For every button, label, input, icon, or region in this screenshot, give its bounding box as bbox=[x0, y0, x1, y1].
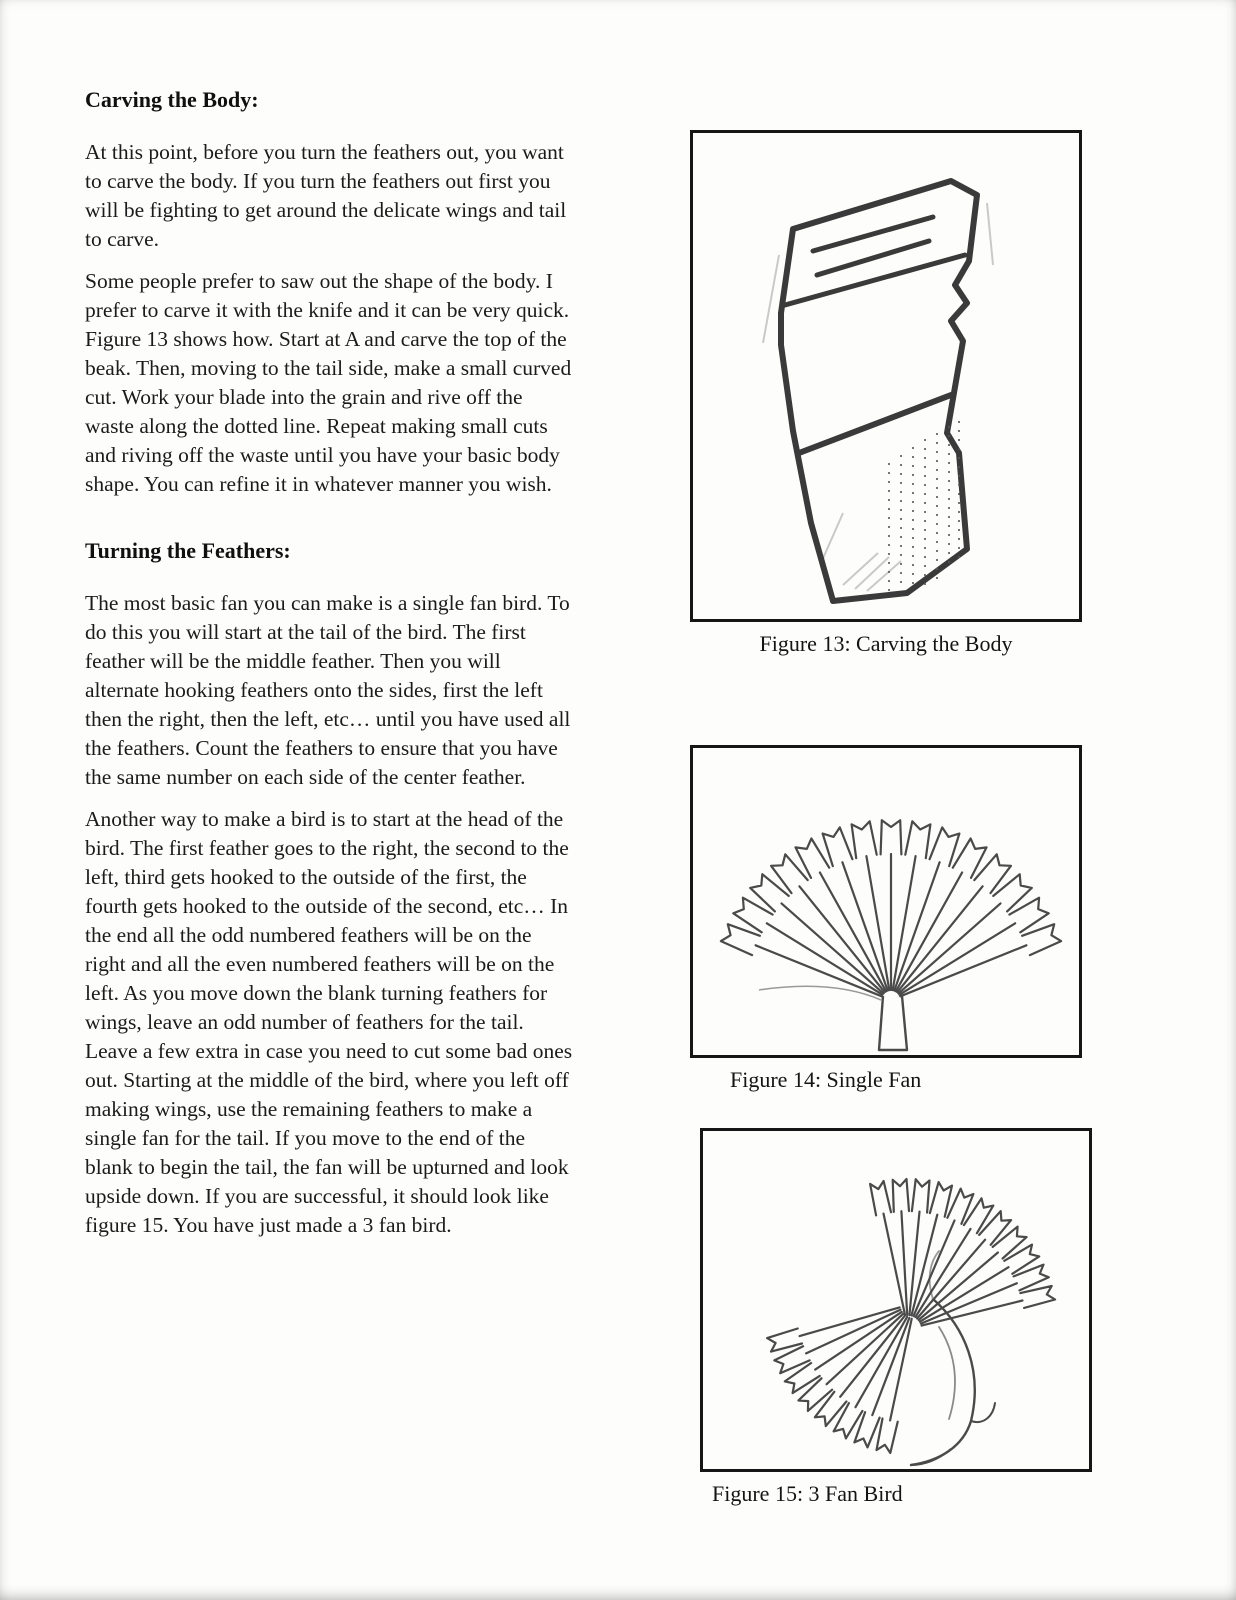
pencil-construction-lines bbox=[763, 203, 993, 591]
text-column bbox=[85, 86, 575, 1253]
paragraph-carving-2: Some people prefer to saw out the shape of the body. I prefer to carve it with the knife and it can be very quick. Figure 13 shows how. Start at A and carve the top of the beak. Then, moving to the tail side, make a small curved cut. Work your blade into the grain and rive off the waste along the dotted line. Repeat making small cuts and riving off the waste until you have your basic body shape. You can refine it in whatever manner you wish. bbox=[85, 269, 572, 496]
figure-13-frame bbox=[690, 130, 1082, 622]
figure-14 bbox=[690, 745, 1082, 1093]
figure-13 bbox=[690, 130, 1082, 657]
figure-15 bbox=[700, 1128, 1092, 1507]
wing-fan-feathers bbox=[767, 1307, 912, 1453]
figure-13-caption: Figure 13: Carving the Body bbox=[759, 631, 1013, 656]
paragraph-feathers-1: The most basic fan you can make is a single fan bird. To do this you will start at the tail of the bird. The first feather will be the middle feather. Then you will alternate hooking feathers onto the sides, first the left then the right, then the left, etc… until you have used all the feathers. Count the feathers to ensure that you have the same number on each side of the center feather. bbox=[85, 591, 571, 789]
figure-14-frame bbox=[690, 745, 1082, 1058]
figure-15-caption: Figure 15: 3 Fan Bird bbox=[712, 1481, 903, 1506]
paragraph-feathers-2: Another way to make a bird is to start at the head of the bird. The first feather goes to the right, the second to the left, third gets hooked to the outside of the first, the fourth gets hooked to the outside of the second, etc… In the end all the odd numbered feathers will be on the right and all the even numbered feathers will be on the left. As you move down the blank turning feathers for wings, leave an odd number of feathers for the tail. Leave a few extra in case you need to cut some bad ones out. Starting at the middle of the bird, where you left off making wings, use the remaining feathers to make a single fan for the tail. If you move to the end of the blank to begin the tail, the fan will be upturned and look upside down. If you are successful, it should look like figure 15. You have just made a 3 fan bird. bbox=[85, 807, 573, 1237]
section-heading-turning-the-feathers: Turning the Feathers: bbox=[85, 538, 291, 563]
tail-fan-feathers bbox=[870, 1179, 1055, 1326]
fan-handle bbox=[879, 996, 907, 1050]
body-blank-outline bbox=[781, 181, 977, 601]
paragraph-carving-1: At this point, before you turn the feathers out, you want to carve the body. If you turn the feathers out first you will be fighting to get around the delicate wings and tail to carve. bbox=[85, 140, 567, 251]
carving-body-sketch bbox=[693, 133, 1079, 619]
section-heading-carving-the-body: Carving the Body: bbox=[85, 87, 259, 112]
single-fan-sketch bbox=[693, 748, 1079, 1055]
figure-14-caption: Figure 14: Single Fan bbox=[730, 1067, 922, 1092]
three-fan-bird-sketch bbox=[703, 1131, 1089, 1469]
single-fan-feathers bbox=[721, 820, 1061, 996]
figure-15-frame bbox=[700, 1128, 1092, 1472]
